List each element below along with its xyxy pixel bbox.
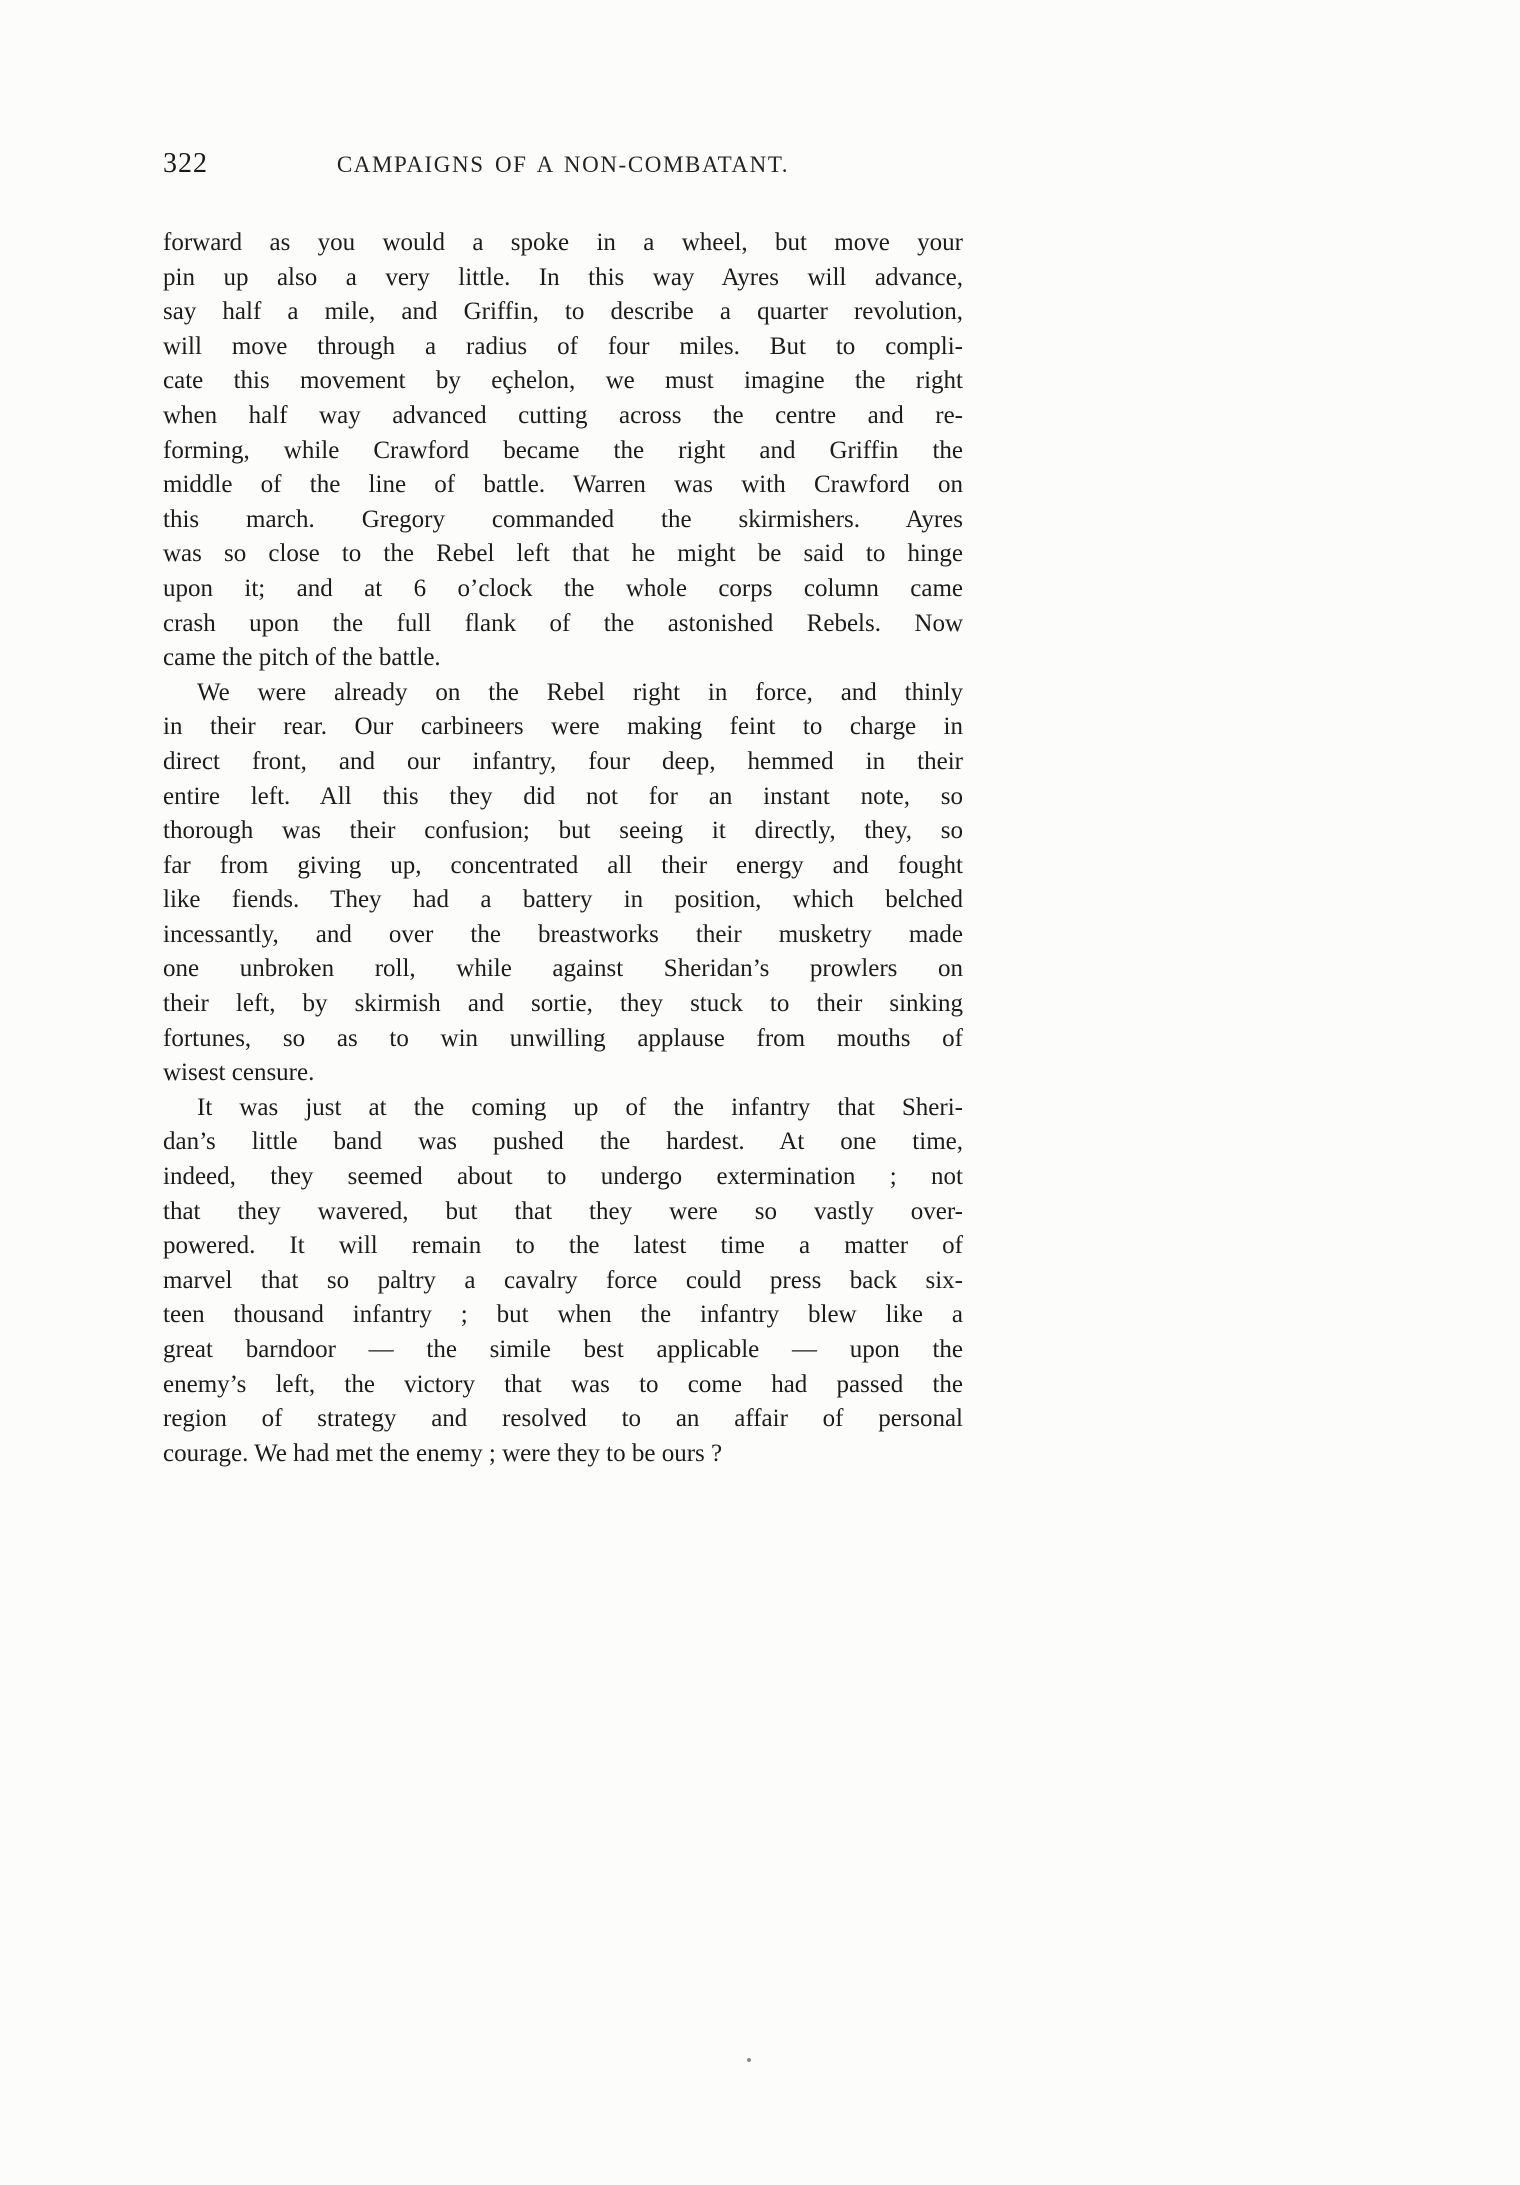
text-line: was so close to the Rebel left that he might be said to hinge xyxy=(163,540,963,568)
text-line: this march. Gregory commanded the skirmishers. Ayres xyxy=(163,505,963,533)
page-number: 322 xyxy=(163,148,208,179)
text-line: teen thousand infantry ; but when the infantry blew like a xyxy=(163,1301,963,1329)
text-line: cate this movement by eçhelon, we must imagine the right xyxy=(163,367,963,395)
text-line: marvel that so paltry a cavalry force could press back six- xyxy=(163,1266,963,1294)
text-line: wisest censure. xyxy=(163,1059,315,1087)
text-block xyxy=(163,148,963,1471)
text-line: will move through a radius of four miles. But to compli- xyxy=(163,332,963,360)
text-line: like fiends. They had a battery in position, which belched xyxy=(163,886,963,914)
text-line: say half a mile, and Griffin, to describe a quarter revolution, xyxy=(163,298,963,326)
text-line: forward as you would a spoke in a wheel, but move your xyxy=(163,229,963,256)
body-text xyxy=(163,226,963,1471)
text-line: great barndoor — the simile best applicable — upon the xyxy=(163,1336,963,1363)
text-line: entire left. All this they did not for an instant note, so xyxy=(163,782,963,810)
scan-artifact-dot xyxy=(747,2058,751,2062)
text-line: incessantly, and over the breastworks their musketry made xyxy=(163,920,963,948)
text-line: We were already on the Rebel right in force, and thinly xyxy=(197,678,963,706)
text-line: in their rear. Our carbineers were making feint to charge in xyxy=(163,713,963,741)
paragraph xyxy=(163,226,963,676)
text-line: region of strategy and resolved to an affair of personal xyxy=(163,1405,963,1433)
text-line: upon it; and at 6 o’clock the whole corps column came xyxy=(163,574,963,602)
paragraph xyxy=(163,676,963,1091)
text-line: their left, by skirmish and sortie, they stuck to their sinking xyxy=(163,990,963,1018)
text-line: middle of the line of battle. Warren was with Crawford on xyxy=(163,471,963,499)
text-line: fortunes, so as to win unwilling applause from mouths of xyxy=(163,1024,963,1052)
text-line: indeed, they seemed about to undergo extermination ; not xyxy=(163,1163,963,1191)
running-header: CAMPAIGNS OF A NON-COMBATANT. xyxy=(336,152,790,177)
text-line: dan’s little band was pushed the hardest. At one time, xyxy=(163,1128,963,1156)
text-line: came the pitch of the battle. xyxy=(163,644,441,672)
text-line: crash upon the full flank of the astonished Rebels. Now xyxy=(163,609,963,637)
page-header xyxy=(163,148,963,184)
text-line: one unbroken roll, while against Sheridan’s prowlers on xyxy=(163,955,963,983)
text-line: enemy’s left, the victory that was to come had passed the xyxy=(163,1370,963,1398)
text-line: that they wavered, but that they were so vastly over- xyxy=(163,1197,963,1225)
text-line: when half way advanced cutting across the centre and re- xyxy=(163,401,963,429)
text-line: forming, while Crawford became the right and Griffin the xyxy=(163,436,963,464)
paragraph xyxy=(163,1091,963,1472)
text-line: direct front, and our infantry, four deep, hemmed in their xyxy=(163,747,963,775)
text-line: far from giving up, concentrated all their energy and fought xyxy=(163,851,963,879)
text-line: pin up also a very little. In this way Ayres will advance, xyxy=(163,263,963,291)
text-line: courage. We had met the enemy ; were they to be ours ? xyxy=(163,1439,723,1467)
text-line: It was just at the coming up of the infantry that Sheri- xyxy=(197,1093,963,1121)
text-line: thorough was their confusion; but seeing it directly, they, so xyxy=(163,817,963,845)
text-line: powered. It will remain to the latest time a matter of xyxy=(163,1232,963,1260)
